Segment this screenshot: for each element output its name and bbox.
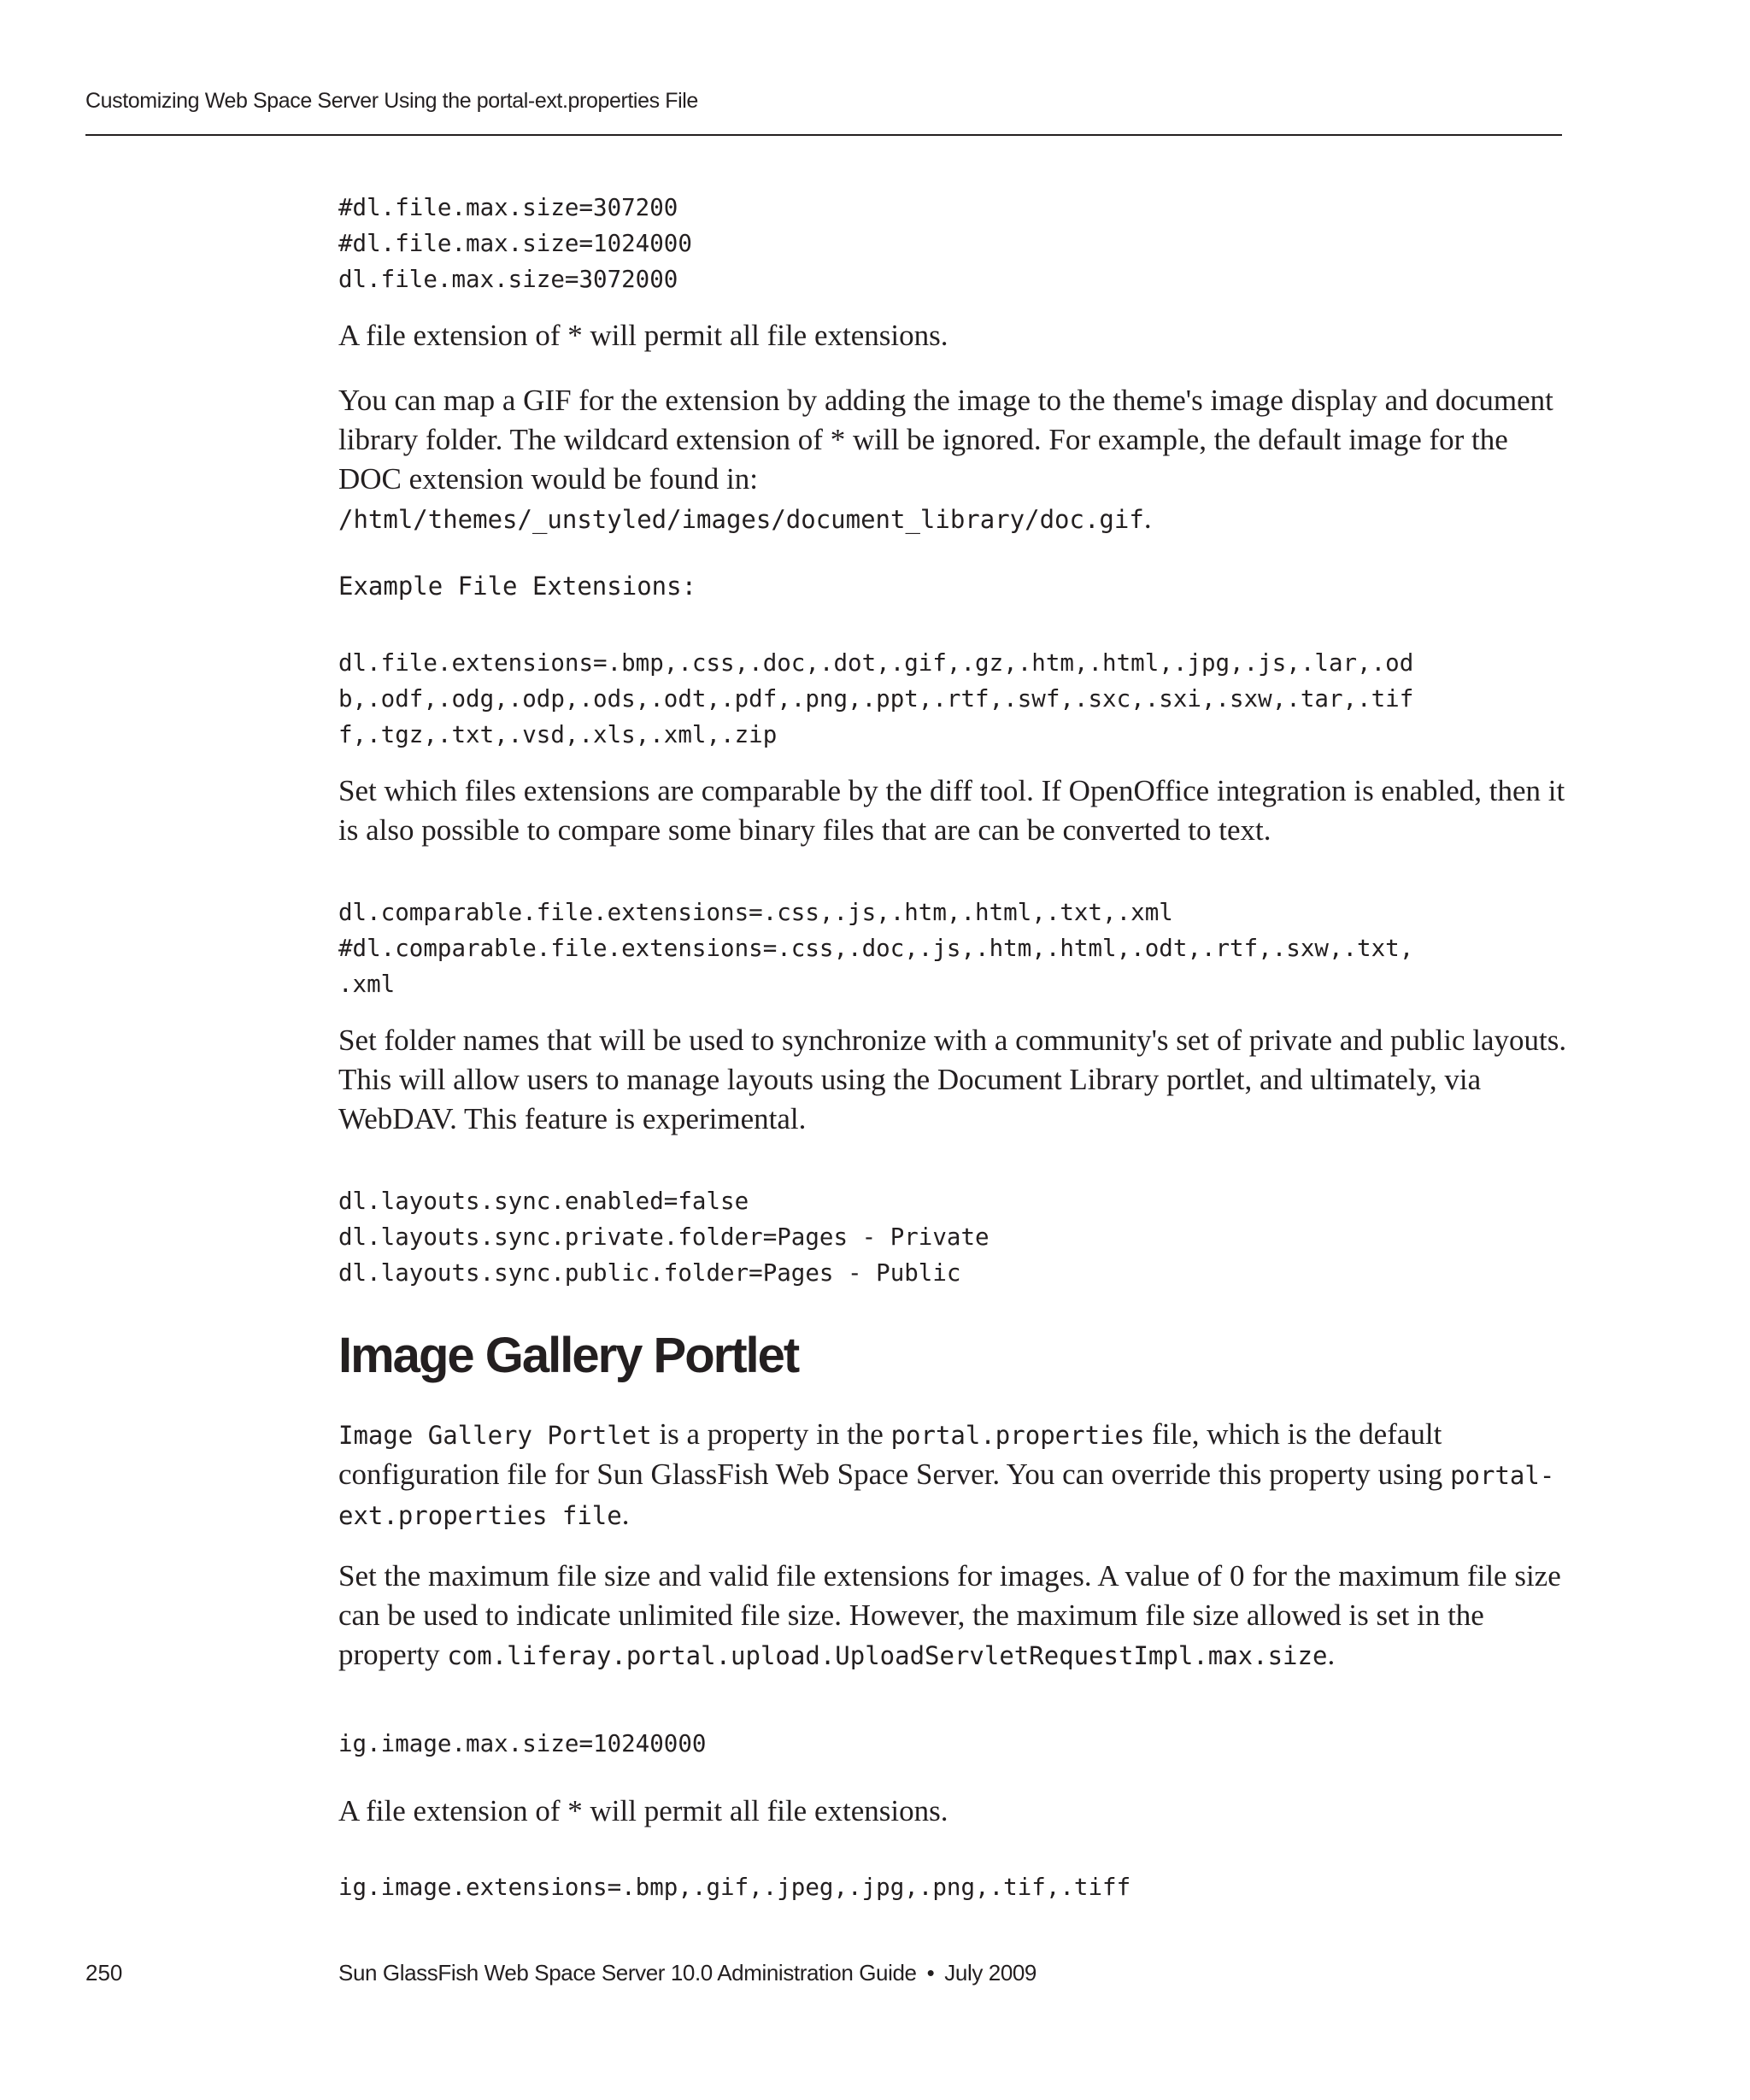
footer-page-number: 250 [85,1960,123,1986]
doc-gif-path: /html/themes/_unstyled/images/document_library/doc.gif [338,505,1144,534]
section-heading-image-gallery: Image Gallery Portlet [338,1328,799,1383]
code-block-file-extensions: dl.file.extensions=.bmp,.css,.doc,.dot,.gif,.gz,.htm,.html,.jpg,.js,.lar,.od b,.odf,.odg,.odp,.ods,.odt,.pdf,.png,.ppt,.rtf,.swf,.sxc,.sxi,.sxw,.tar,.tif f,.tgz,.txt,.vsd,.xls,.xml,.zip [338,649,1414,748]
paragraph-folder-names: Set folder names that will be used to synchronize with a community's set of private and public layouts. This will allow users to manage layouts using the Document Library portlet, and ultimately, via WebDAV. This feature is experimental. [338,1024,1567,1135]
footer-book-title [338,1960,1036,1986]
code-block-file-max-size: #dl.file.max.size=307200 #dl.file.max.size=1024000 dl.file.max.size=3072000 [338,194,692,293]
paragraph-text: Set the maximum file size and valid file extensions for images. A value of 0 for the maximum file size can be used to indicate unlimited file size. However, the maximum file size allowed is set in the property [338,1559,1561,1671]
running-header: Customizing Web Space Server Using the portal-ext.properties File [85,89,698,113]
paragraph-image-gallery-intro [338,1415,1569,1535]
paragraph-max-file-size [338,1557,1569,1675]
paragraph-wildcard-extension: A file extension of * will permit all file extensions. [338,319,948,352]
doc-gif-path-end: . [1143,502,1152,535]
paragraph-text: . [1327,1638,1336,1671]
paragraph-map-gif-text: You can map a GIF for the extension by adding the image to the theme's image display and document library folder. The wildcard extension of * will be ignored. For example, the default image for the DOC extension would be found in: [338,384,1553,496]
paragraph-comparable-extensions: Set which files extensions are comparable by the diff tool. If OpenOffice integration is enabled, then it is also possible to compare some binary files that are can be converted to text. [338,774,1565,847]
inline-code-portal-properties: portal.properties [890,1421,1145,1450]
code-block-comparable-extensions: dl.comparable.file.extensions=.css,.js,.htm,.html,.txt,.xml #dl.comparable.file.extensions=.css,.doc,.js,.htm,.html,.odt,.rtf,.sxw,.txt, .xml [338,899,1414,998]
paragraph-ig-wildcard-extension: A file extension of * will permit all file extensions. [338,1794,948,1827]
inline-code-image-gallery-portlet: Image Gallery Portlet [338,1421,652,1450]
paragraph-text: . [621,1498,630,1531]
inline-code-upload-max-size: com.liferay.portal.upload.UploadServletRequestImpl.max.size [447,1641,1328,1670]
footer-title-text: Sun GlassFish Web Space Server 10.0 Administration Guide [338,1960,917,1986]
footer-date: July 2009 [944,1960,1036,1986]
paragraph-text: file, which is the default configuration file for Sun GlassFish Web Space Server. You can override this property using [338,1417,1451,1491]
code-block-layouts-sync: dl.layouts.sync.enabled=false dl.layouts.sync.private.folder=Pages - Private dl.layouts.sync.public.folder=Pages - Public [338,1188,990,1287]
header-rule [85,134,1562,136]
paragraph-text: is a property in the [651,1417,891,1451]
code-block-ig-extensions: ig.image.extensions=.bmp,.gif,.jpeg,.jpg,.png,.tif,.tiff [338,1874,1131,1901]
footer-separator: • [926,1960,935,1986]
code-block-ig-max-size: ig.image.max.size=10240000 [338,1730,707,1757]
inline-code-portal-ext-properties: portal-ext.properties file [338,1461,1555,1530]
paragraph-map-gif [338,381,1569,539]
example-file-extensions-label: Example File Extensions: [338,572,697,601]
